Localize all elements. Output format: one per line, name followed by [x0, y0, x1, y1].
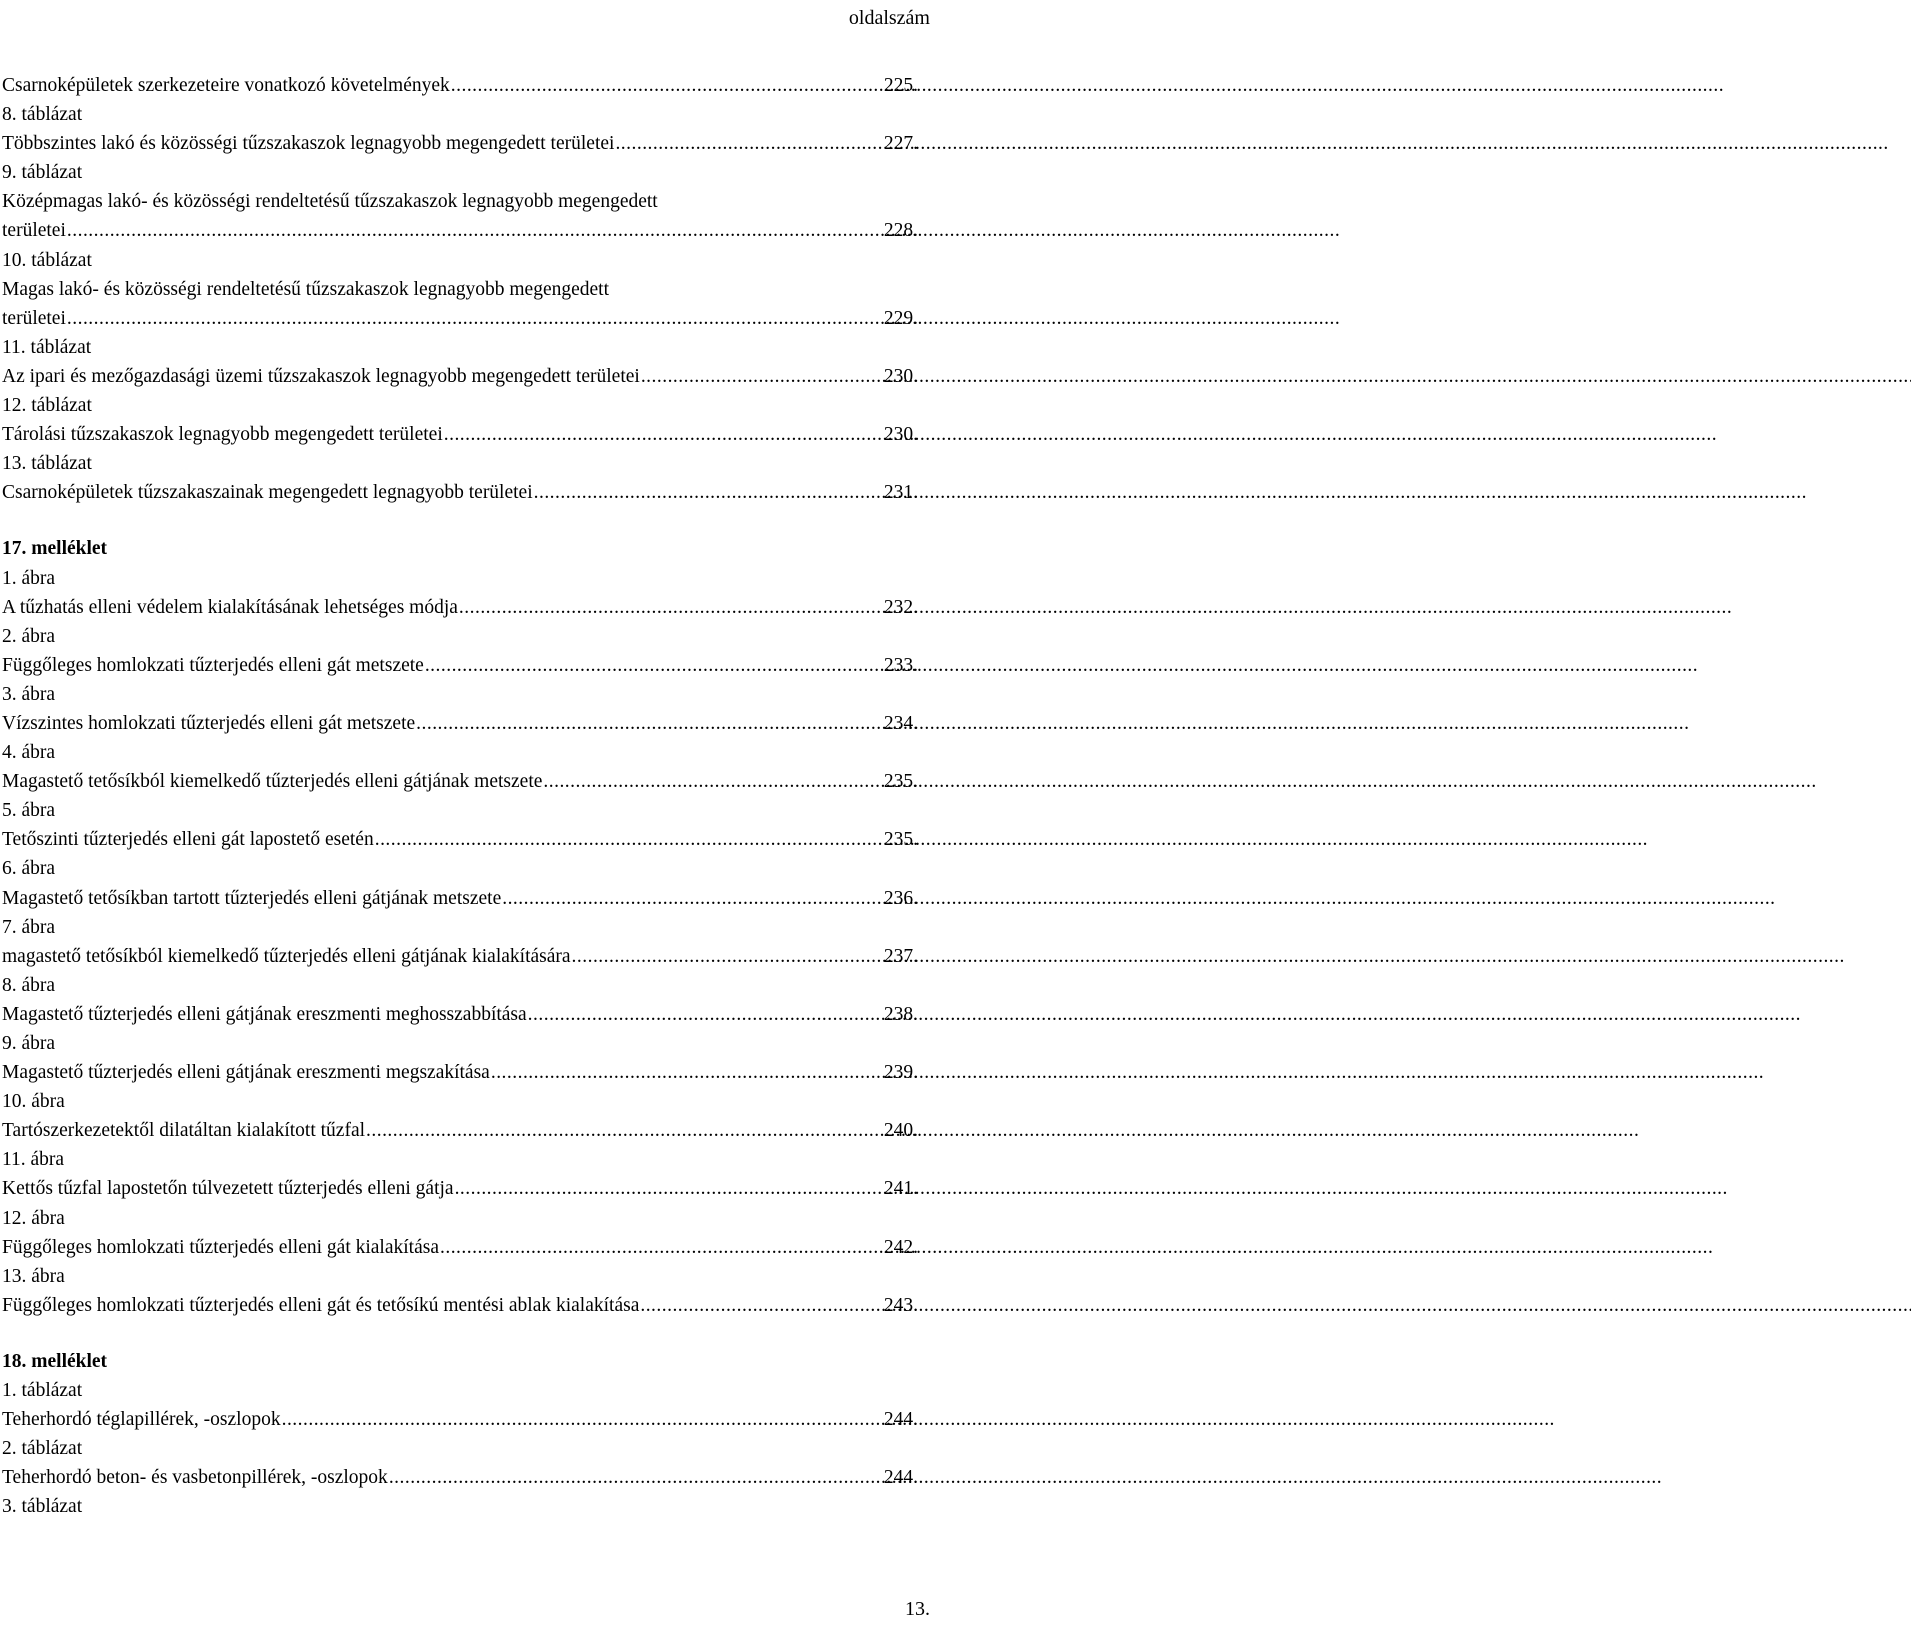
- toc-entry[interactable]: [2, 71, 918, 100]
- toc-entry[interactable]: [2, 1405, 918, 1434]
- toc-entry-title: Magastető tetősíkból kiemelkedő tűzterjedés elleni gátjának metszete: [2, 771, 543, 793]
- toc-entry[interactable]: [2, 825, 918, 854]
- dot-leader: [543, 767, 881, 796]
- toc-entry-title: Többszintes lakó és közösségi tűzszakaszok legnagyobb megengedett területei: [2, 133, 615, 155]
- toc-entry-page: 230.: [883, 424, 918, 446]
- annex-heading-17: 17. melléklet: [2, 538, 108, 560]
- toc-entry-label: 3. ábra: [2, 683, 56, 705]
- dot-leader: [444, 420, 882, 449]
- toc-entry-page: 235.: [883, 771, 918, 793]
- toc-entry-page: 234.: [883, 712, 918, 734]
- dot-leader: [502, 884, 882, 913]
- toc-entry-label: 9. ábra: [2, 1033, 56, 1054]
- dot-leader: [534, 478, 882, 507]
- toc-entry-title: Teherhordó beton- és vasbetonpillérek, -oszlopok: [2, 1467, 388, 1489]
- dot-leader: [572, 942, 882, 971]
- toc-entry-page: 238.: [883, 1003, 918, 1025]
- toc-entry-label: 8. ábra: [2, 974, 56, 996]
- toc-entry-page: 241.: [883, 1178, 918, 1200]
- toc-entry[interactable]: [2, 884, 918, 913]
- toc-entry-title: Tetőszinti tűzterjedés elleni gát lapostető esetén: [2, 829, 374, 851]
- toc-entry-page: 244.: [883, 1467, 918, 1489]
- annex-18-list: [2, 1376, 918, 1492]
- toc-entry-page: 228.: [883, 220, 918, 242]
- dot-leader: [641, 362, 882, 391]
- toc-entry-label: 9. táblázat: [2, 162, 83, 184]
- dot-leader: [67, 216, 882, 245]
- toc-entry[interactable]: [2, 593, 918, 622]
- dot-leader: [375, 825, 882, 854]
- toc-entry-page: 232.: [883, 596, 918, 618]
- toc-entry-label: 11. ábra: [2, 1149, 65, 1171]
- toc-entry-page: 227.: [883, 133, 918, 155]
- toc-entry-title: Tárolási tűzszakaszok legnagyobb megengedett területei: [2, 424, 443, 446]
- toc-entry-label: 11. táblázat: [2, 336, 92, 358]
- toc-entry[interactable]: [2, 709, 918, 738]
- toc-entry-page: 243.: [883, 1294, 918, 1316]
- toc-entry-title: Magastető tűzterjedés elleni gátjának ereszmenti meghosszabbítása: [2, 1003, 527, 1025]
- toc-entry[interactable]: [2, 478, 918, 507]
- toc-entry-title: Magastető tetősíkban tartott tűzterjedés elleni gátjának metszete: [2, 887, 502, 909]
- toc-entry-page: 239.: [883, 1062, 918, 1084]
- page-number: 13.: [905, 1598, 930, 1620]
- dot-leader: [67, 304, 882, 333]
- toc-entry[interactable]: [2, 767, 918, 796]
- toc-entry-title-line: Magas lakó- és közösségi rendeltetésű tűzszakaszok legnagyobb megengedett: [2, 278, 610, 300]
- toc-entry-page: 236.: [883, 887, 918, 909]
- toc-entry-page: 244.: [883, 1409, 918, 1431]
- toc-entry-page: 230.: [883, 365, 918, 387]
- toc-entry-label: 12. táblázat: [2, 395, 92, 417]
- toc-entry-page: 235.: [883, 829, 918, 851]
- toc-entry[interactable]: [2, 1116, 918, 1145]
- toc-entry-title: Vízszintes homlokzati tűzterjedés elleni gát metszete: [2, 712, 416, 734]
- dot-leader: [366, 1116, 882, 1145]
- toc-entry-label: 2. ábra: [2, 625, 56, 647]
- toc-entry-label: 2. táblázat: [2, 1438, 83, 1460]
- toc-entry[interactable]: [2, 129, 918, 158]
- toc-entry-label: 1. táblázat: [2, 1380, 83, 1402]
- toc-entry-page: 233.: [883, 654, 918, 676]
- toc-entry-title: Teherhordó téglapillérek, -oszlopok: [2, 1409, 281, 1431]
- toc-entry[interactable]: [2, 275, 918, 333]
- toc-entry-title-line: területei: [2, 220, 66, 242]
- toc-entry[interactable]: [2, 651, 918, 680]
- toc-entry[interactable]: [2, 362, 918, 391]
- dot-leader: [425, 651, 882, 680]
- dot-leader: [491, 1058, 882, 1087]
- toc-entry[interactable]: [2, 942, 918, 971]
- toc-entry-title-line: területei: [2, 307, 66, 329]
- toc-entry[interactable]: [2, 1463, 918, 1492]
- toc-entry-page: 231.: [883, 482, 918, 504]
- toc-entry-label: 5. ábra: [2, 800, 56, 822]
- toc-entry-label: 13. táblázat: [2, 453, 92, 475]
- toc-entry-title: Magastető tűzterjedés elleni gátjának ereszmenti megszakítása: [2, 1062, 490, 1084]
- toc-entry[interactable]: [2, 1174, 918, 1203]
- toc-entry-page: 225.: [883, 75, 918, 96]
- toc-entry-page: 240.: [883, 1120, 918, 1142]
- dot-leader: [640, 1291, 882, 1320]
- toc-entry[interactable]: [2, 1291, 918, 1320]
- toc-entry-title: Kettős tűzfal lapostetőn túlvezetett tűzterjedés elleni gátja: [2, 1178, 454, 1200]
- dot-leader: [459, 593, 882, 622]
- annex-heading-18: 18. melléklet: [2, 1350, 108, 1372]
- toc-entry[interactable]: [2, 1000, 918, 1029]
- annex-17-list: [2, 564, 918, 1320]
- toc-entry[interactable]: [2, 1233, 918, 1262]
- toc-entry[interactable]: [2, 187, 918, 245]
- dot-leader: [440, 1233, 882, 1262]
- toc-entry[interactable]: [2, 420, 918, 449]
- toc-entry-title: magastető tetősíkból kiemelkedő tűzterjedés elleni gátjának kialakítására: [2, 945, 571, 967]
- toc-entry-title: Függőleges homlokzati tűzterjedés elleni gát metszete: [2, 654, 424, 676]
- table-of-contents: [2, 71, 918, 1522]
- toc-entry-label: 10. ábra: [2, 1091, 65, 1113]
- toc-entry-title: Függőleges homlokzati tűzterjedés elleni gát kialakítása: [2, 1236, 439, 1258]
- toc-entry-title: Csarnoképületek szerkezeteire vonatkozó követelmények: [2, 75, 450, 96]
- dot-leader: [528, 1000, 882, 1029]
- toc-entry-label: 8. táblázat: [2, 104, 83, 126]
- toc-entry-title: Csarnoképületek tűzszakaszainak megengedett legnagyobb területei: [2, 482, 533, 504]
- toc-entry-page: 242.: [883, 1236, 918, 1258]
- dot-leader: [282, 1405, 882, 1434]
- dot-leader: [615, 129, 881, 158]
- dot-leader: [389, 1463, 882, 1492]
- dot-leader: [455, 1174, 882, 1203]
- toc-entry-label: 10. táblázat: [2, 249, 92, 271]
- toc-entry-title: Az ipari és mezőgazdasági üzemi tűzszakaszok legnagyobb megengedett területei: [2, 365, 640, 387]
- toc-entry-title-line: Középmagas lakó- és közösségi rendeltetésű tűzszakaszok legnagyobb megengedett: [2, 191, 658, 213]
- toc-entry[interactable]: [2, 1058, 918, 1087]
- toc-entry-title: Tartószerkezetektől dilatáltan kialakított tűzfal: [2, 1120, 366, 1142]
- toc-entry-label: 1. ábra: [2, 567, 56, 589]
- toc-entry-title: A tűzhatás elleni védelem kialakításának lehetséges módja: [2, 596, 458, 618]
- toc-entry-title: Függőleges homlokzati tűzterjedés elleni gát és tetősíkú mentési ablak kialakítása: [2, 1294, 640, 1316]
- toc-entry-page: 237.: [883, 945, 918, 967]
- dot-leader: [416, 709, 882, 738]
- dot-leader: [451, 71, 882, 100]
- toc-entry-label: 13. ábra: [2, 1265, 65, 1287]
- toc-entry-label: 3. táblázat: [2, 1496, 83, 1518]
- toc-entry-page: 229.: [883, 307, 918, 329]
- toc-entry-label: 12. ábra: [2, 1207, 65, 1229]
- page-header: oldalszám: [848, 7, 930, 29]
- toc-entry-label: 6. ábra: [2, 858, 56, 880]
- toc-entry-label: 7. ábra: [2, 916, 56, 938]
- toc-entry-label: 4. ábra: [2, 742, 56, 764]
